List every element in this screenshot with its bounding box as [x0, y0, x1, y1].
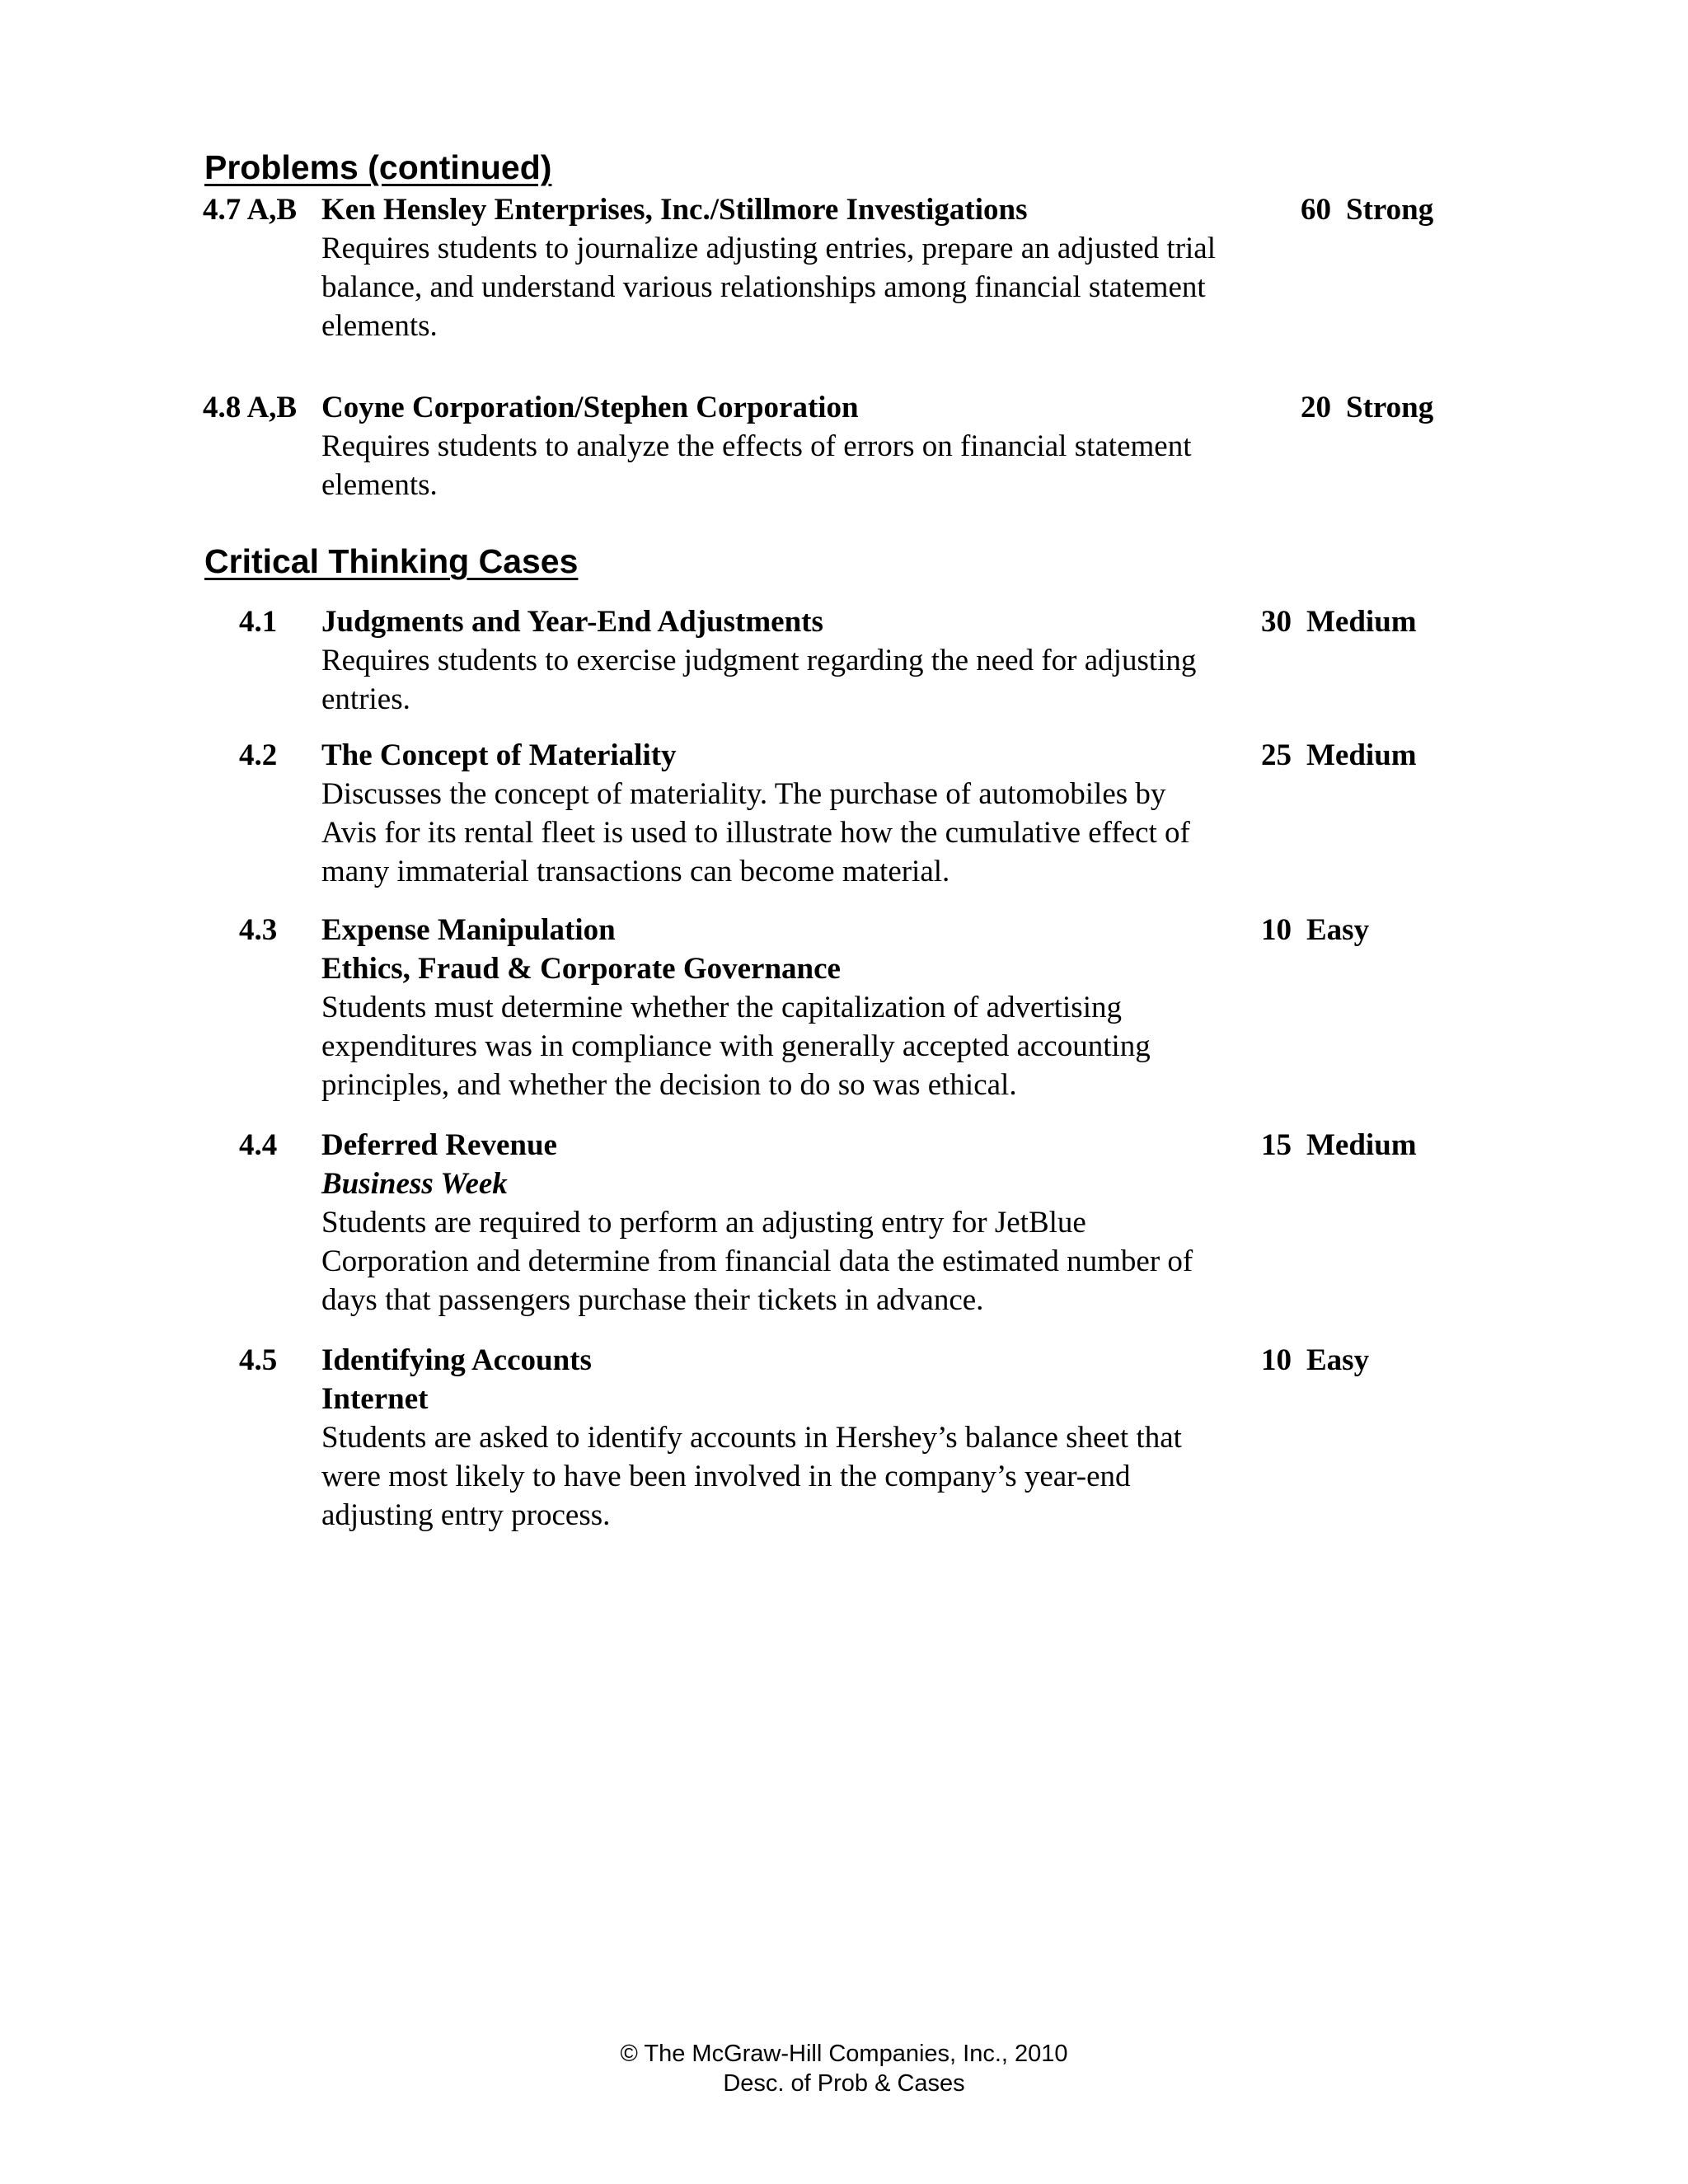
case-subtitle: Business Week [321, 1167, 508, 1201]
case-description-line: principles, and whether the decision to do so was ethical. [321, 1068, 1017, 1102]
estimated-minutes: 30 [1261, 605, 1292, 639]
case-rating [1261, 602, 1417, 641]
problem-description-line: Requires students to analyze the effects of errors on financial statement [321, 429, 1192, 463]
problem-description-line: balance, and understand various relationships among financial statement [321, 270, 1206, 304]
problem-body [321, 388, 1236, 504]
case-description-line: adjusting entry process. [321, 1498, 611, 1532]
problem-rating [1301, 388, 1433, 427]
estimated-minutes: 10 [1261, 1343, 1292, 1377]
estimated-minutes: 20 [1301, 391, 1331, 424]
problem-description-line: Requires students to journalize adjusting entries, prepare an adjusted trial [321, 232, 1217, 265]
case-number: 4.2 [239, 738, 278, 772]
case-description-line: were most likely to have been involved in the company’s year-end [321, 1460, 1131, 1493]
case-description-line: days that passengers purchase their tickets in advance. [321, 1283, 984, 1317]
case-rating [1261, 1341, 1369, 1380]
case-description-line: expenditures was in compliance with generally accepted accounting [321, 1029, 1151, 1063]
case-description-line: Avis for its rental fleet is used to illustrate how the cumulative effect of [321, 816, 1190, 850]
case-description-line: Students are required to perform an adjusting entry for JetBlue [321, 1206, 1086, 1240]
estimated-minutes: 25 [1261, 738, 1292, 772]
difficulty-level: Medium [1306, 1128, 1417, 1162]
case-subtitle: Ethics, Fraud & Corporate Governance [321, 952, 841, 986]
case-description-line: many immaterial transactions can become material. [321, 855, 950, 888]
problem-rating [1301, 190, 1433, 229]
case-title: The Concept of Materiality [321, 738, 677, 772]
footer-page-label: Desc. of Prob & Cases [723, 2070, 965, 2097]
case-description-line: Requires students to exercise judgment regarding the need for adjusting [321, 644, 1197, 677]
case-number: 4.1 [239, 605, 278, 639]
difficulty-level: Medium [1306, 738, 1417, 772]
difficulty-level: Strong [1346, 193, 1434, 227]
estimated-minutes: 10 [1261, 913, 1292, 947]
problems-section-heading: Problems (continued) [204, 148, 552, 186]
problem-number: 4.7 A,B [203, 193, 298, 227]
problem-title: Ken Hensley Enterprises, Inc./Stillmore Investigations [321, 193, 1028, 227]
case-body [321, 602, 1236, 719]
case-title: Judgments and Year-End Adjustments [321, 605, 823, 639]
difficulty-level: Medium [1306, 605, 1417, 639]
case-number: 4.4 [239, 1128, 278, 1162]
problem-title: Coyne Corporation/Stephen Corporation [321, 391, 859, 424]
case-title: Identifying Accounts [321, 1343, 592, 1377]
cases-section-heading: Critical Thinking Cases [204, 542, 579, 580]
problem-description-line: elements. [321, 468, 438, 502]
case-body [321, 736, 1236, 891]
problem-body [321, 190, 1236, 345]
difficulty-level: Easy [1306, 913, 1370, 947]
case-rating [1261, 911, 1369, 949]
case-description-line: Students must determine whether the capitalization of advertising [321, 991, 1122, 1024]
case-description-line: Discusses the concept of materiality. The purchase of automobiles by [321, 777, 1166, 811]
case-number: 4.5 [239, 1343, 278, 1377]
case-description-line: entries. [321, 682, 410, 716]
case-body [321, 1126, 1236, 1319]
case-body [321, 1341, 1236, 1535]
difficulty-level: Easy [1306, 1343, 1370, 1377]
difficulty-level: Strong [1346, 391, 1434, 424]
case-body [321, 911, 1236, 1104]
case-title: Expense Manipulation [321, 913, 616, 947]
case-title: Deferred Revenue [321, 1128, 557, 1162]
estimated-minutes: 15 [1261, 1128, 1292, 1162]
problem-number: 4.8 A,B [203, 391, 298, 424]
case-number: 4.3 [239, 913, 278, 947]
case-description-line: Students are asked to identify accounts in Hershey’s balance sheet that [321, 1421, 1182, 1455]
case-subtitle: Internet [321, 1382, 429, 1416]
case-rating [1261, 736, 1417, 775]
page-footer [0, 2039, 1688, 2098]
estimated-minutes: 60 [1301, 193, 1331, 227]
copyright-notice: © The McGraw-Hill Companies, Inc., 2010 [620, 2041, 1068, 2067]
case-description-line: Corporation and determine from financial data the estimated number of [321, 1244, 1193, 1278]
problem-description-line: elements. [321, 309, 438, 343]
case-rating [1261, 1126, 1417, 1165]
